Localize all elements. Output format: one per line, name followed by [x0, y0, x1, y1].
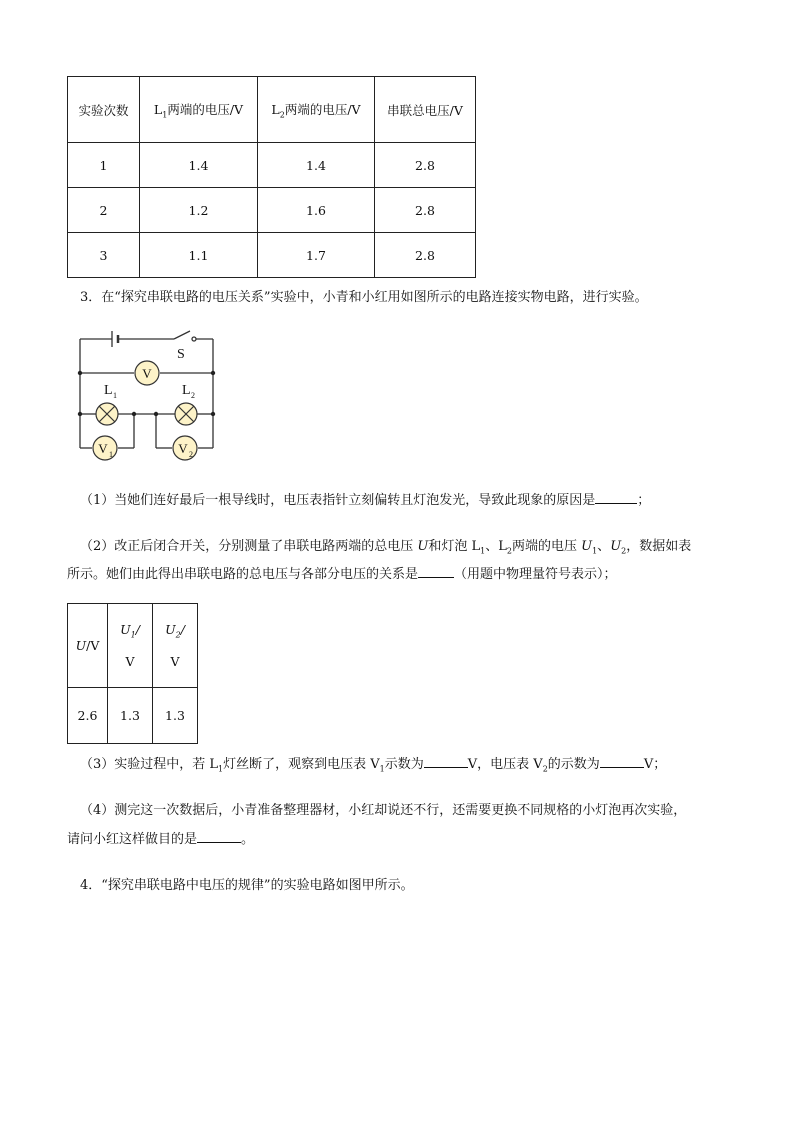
table-row [68, 233, 476, 278]
svg-text:V: V [178, 441, 188, 456]
svg-text:1: 1 [109, 450, 113, 459]
table-cell: 1.4 [140, 143, 258, 188]
question-3-part-4: （4）测完这一次数据后，小青准备整理器材，小红却说还不行，还需要更换不同规格的小灯泡再次实验， [80, 803, 687, 818]
question-4-stem: 4．“探究串联电路中电压的规律”的实验电路如图甲所示。 [80, 878, 414, 893]
table-cell: 1.4 [258, 143, 375, 188]
question-3-part-2: （2）改正后闭合开关，分别测量了串联电路两端的总电压 U和灯泡 $L_1$、$L_2$两端的电压 $U_1$、$U_2$，数据如表 [80, 539, 692, 556]
answer-blank[interactable] [424, 755, 468, 768]
circuit-diagram [70, 318, 230, 466]
table-cell: 1.3 [108, 688, 153, 744]
answer-blank[interactable] [197, 830, 241, 843]
table-cell: 2.8 [375, 188, 476, 233]
table-cell: 1.6 [258, 188, 375, 233]
svg-text:V: V [142, 366, 152, 381]
table-row [68, 688, 198, 744]
table-header: 串联总电压/V [375, 77, 476, 143]
lamp-l2-icon [175, 403, 197, 425]
table-row [68, 143, 476, 188]
table-row [68, 188, 476, 233]
question-3-part-2-line2: 所示。她们由此得出串联电路的总电压与各部分电压的关系是 （用题中物理量符号表示）； [67, 567, 617, 582]
table-header: $U_1/$ V [108, 604, 153, 688]
lamp-l1-icon [96, 403, 118, 425]
question-3-part-3: （3）实验过程中，若 $L_1$灯丝断了，观察到电压表 $V_1$示数为 V，电压表 $V_2$的示数为 V； [80, 757, 667, 774]
answer-blank[interactable] [595, 491, 637, 504]
lamp1-sub: 1 [113, 391, 117, 400]
voltmeter-v-icon [135, 361, 159, 385]
answer-blank[interactable] [600, 755, 644, 768]
table-cell: 2.8 [375, 233, 476, 278]
table-header: $L_1$两端的电压/V [140, 77, 258, 143]
question-3-stem: 3．在“探究串联电路的电压关系”实验中，小青和小红用如图所示的电路连接实物电路，进行实验。 [80, 290, 648, 305]
lamp2-sub: 2 [191, 391, 195, 400]
table-cell: 1.1 [140, 233, 258, 278]
table-header: 实验次数 [68, 77, 140, 143]
question-3-part-1: （1）当她们连好最后一根导线时，电压表指针立刻偏转且灯泡发光，导致此现象的原因是 ； [80, 493, 651, 508]
table-cell: 1.3 [153, 688, 198, 744]
table-cell: 2 [68, 188, 140, 233]
data-table-1 [67, 76, 476, 278]
table-cell: 3 [68, 233, 140, 278]
switch-label: S [177, 347, 185, 362]
table-header: $U_2/$ V [153, 604, 198, 688]
answer-blank[interactable] [418, 565, 454, 578]
lamp2-label: L [182, 383, 191, 398]
table-cell: 2.6 [68, 688, 108, 744]
table-header: $L_2$两端的电压/V [258, 77, 375, 143]
table-cell: 1.2 [140, 188, 258, 233]
voltmeter-v2-icon [173, 436, 197, 460]
table-cell: 1 [68, 143, 140, 188]
lamp1-label: L [104, 383, 113, 398]
data-table-2 [67, 603, 198, 744]
voltmeter-v1-icon [93, 436, 117, 460]
svg-text:2: 2 [189, 450, 193, 459]
table-cell: 2.8 [375, 143, 476, 188]
svg-text:V: V [98, 441, 108, 456]
table-header: U/V [68, 604, 108, 688]
table-cell: 1.7 [258, 233, 375, 278]
question-3-part-4-line2: 请问小红这样做目的是 。 [67, 832, 255, 847]
